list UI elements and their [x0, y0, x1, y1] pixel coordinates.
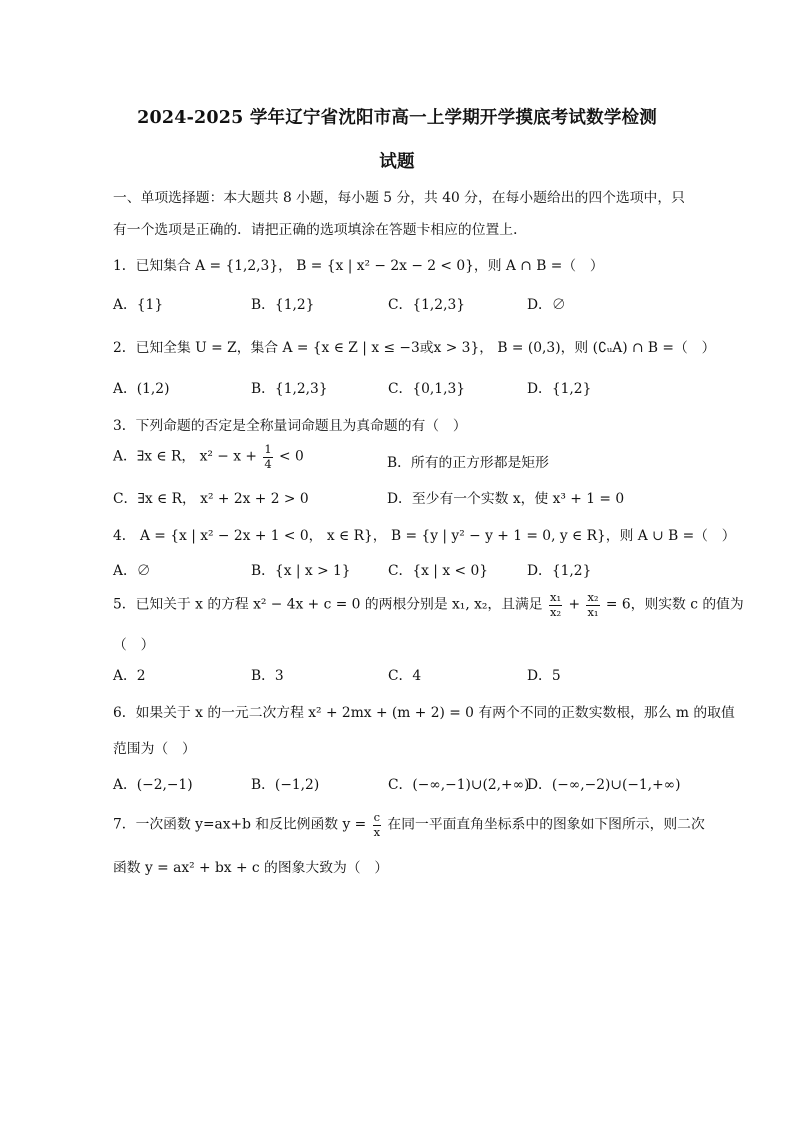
question-4-option-d: D．{1,2}: [527, 563, 592, 579]
question-3-option-a-tail: < 0: [274, 448, 304, 465]
fraction-numerator: 1: [264, 442, 272, 456]
fraction-x1-over-x2: [549, 592, 562, 618]
question-2-option-d: D．{1,2}: [527, 381, 592, 397]
question-6-option-a: A．(−2,−1): [113, 777, 193, 793]
plus-sign: +: [564, 596, 585, 613]
exam-title-line1: 2024-2025 学年辽宁省沈阳市高一上学期开学摸底考试数学检测: [137, 108, 657, 128]
question-2-stem: 2．已知全集 U = Z，集合 A = {x ∈ Z | x ≤ −3或x > 3}， B = (0,3)，则 (∁ᵤA) ∩ B =（ ）: [113, 340, 716, 356]
question-1-option-b: B．{1,2}: [251, 297, 315, 313]
question-1-option-a: A．{1}: [113, 297, 164, 313]
question-5-stem-line2: （ ）: [113, 637, 155, 653]
question-6-option-b: B．(−1,2): [251, 777, 320, 793]
question-2-option-c: C．{0,1,3}: [388, 381, 466, 397]
fraction-c-over-x: [373, 812, 381, 838]
question-6-option-d: D．(−∞,−2)∪(−1,+∞): [527, 777, 681, 793]
question-7-stem-tail: 在同一平面直角坐标系中的图象如下图所示，则二次: [383, 816, 705, 833]
question-7-stem-line2: 函数 y = ax² + bx + c 的图象大致为（ ）: [113, 860, 389, 876]
question-2-option-b: B．{1,2,3}: [251, 381, 328, 397]
question-7-stem-text: 7．一次函数 y=ax+b 和反比例函数 y =: [113, 816, 371, 833]
question-4-option-c: C．{x | x < 0}: [388, 563, 489, 579]
question-5-stem-tail: = 6，则实数 c 的值为: [601, 596, 744, 613]
question-5-option-a: A．2: [113, 668, 146, 684]
question-6-stem-line2: 范围为（ ）: [113, 741, 196, 757]
fraction-numerator: x₁: [549, 590, 562, 604]
section-intro-line1: 一、单项选择题：本大题共 8 小题，每小题 5 分，共 40 分，在每小题给出的四个选项中，只: [113, 190, 685, 206]
question-3-stem: 3．下列命题的否定是全称量词命题且为真命题的有（ ）: [113, 418, 467, 434]
question-3-option-a-text: A．∃x ∈ R， x² − x +: [113, 448, 262, 465]
fraction-numerator: c: [373, 810, 381, 824]
question-4-option-a: A．∅: [113, 563, 151, 579]
question-4-stem: 4． A = {x | x² − 2x + 1 < 0， x ∈ R}， B = {y | y² − y + 1 = 0, y ∈ R}，则 A ∪ B =（ ）: [113, 528, 736, 544]
question-7-stem: [113, 812, 705, 838]
question-3-option-d: D．至少有一个实数 x，使 x³ + 1 = 0: [387, 491, 625, 507]
fraction-denominator: x₁: [587, 604, 599, 619]
fraction-x2-over-x1: [586, 592, 599, 618]
question-3-option-c: C．∃x ∈ R， x² + 2x + 2 > 0: [113, 491, 309, 507]
question-2-option-a: A．(1,2): [113, 381, 170, 397]
question-5-option-c: C．4: [388, 668, 422, 684]
question-3-option-b: B．所有的正方形都是矩形: [387, 455, 549, 471]
fraction-denominator: 4: [264, 456, 272, 471]
question-1-option-d: D．∅: [527, 297, 566, 313]
question-6-option-c: C．(−∞,−1)∪(2,+∞): [388, 777, 530, 793]
question-5-option-b: B．3: [251, 668, 284, 684]
exam-title-line2: 试题: [379, 152, 415, 172]
question-3-option-a: [113, 444, 304, 470]
question-5-stem-text: 5．已知关于 x 的方程 x² − 4x + c = 0 的两根分别是 x₁, x₂，且满足: [113, 596, 547, 613]
fraction-one-quarter: [263, 444, 272, 470]
question-1-option-c: C．{1,2,3}: [388, 297, 466, 313]
question-5-option-d: D．5: [527, 668, 561, 684]
section-intro-line2: 有一个选项是正确的．请把正确的选项填涂在答题卡相应的位置上．: [113, 222, 527, 238]
fraction-denominator: x₂: [549, 604, 562, 619]
question-4-option-b: B．{x | x > 1}: [251, 563, 351, 579]
question-6-stem: 6．如果关于 x 的一元二次方程 x² + 2mx + (m + 2) = 0 有两个不同的正数实数根，那么 m 的取值: [113, 705, 735, 721]
question-5-stem: [113, 592, 744, 618]
fraction-numerator: x₂: [587, 590, 599, 604]
question-1-stem: 1．已知集合 A = {1,2,3}， B = {x | x² − 2x − 2 < 0}，则 A ∩ B =（ ）: [113, 258, 604, 274]
fraction-denominator: x: [373, 824, 381, 839]
